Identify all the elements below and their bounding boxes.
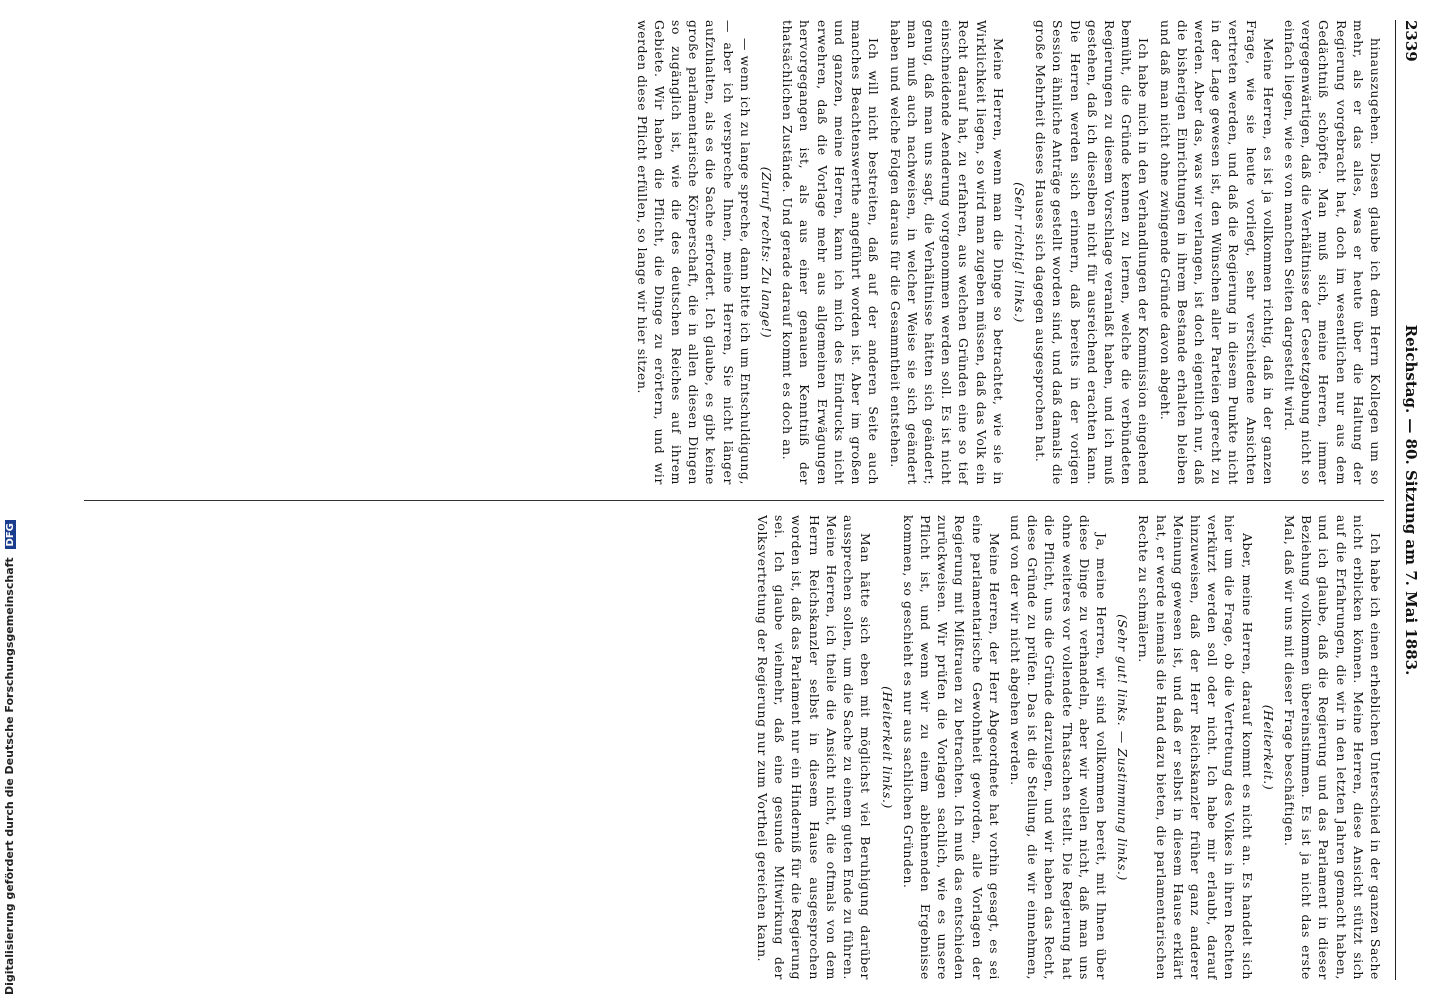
paragraph: Man hätte sich eben mit möglichst viel Beruhigung darüber aussprechen sollen, um die Sache zu einem guten Ende zu führen. Meine Herren, ich theile die Ansicht nicht, die oftmals von dem Herrn Reichskanzler selbst in diesem Hause ausgesprochen worden ist, daß das Parlament nur ein Hinderniß für die Regierung sei. Ich glaube vielmehr, daß eine gesunde Mitwirkung der Volksvertretung der Regierung nur zum Vortheil gereichen kann. [755, 515, 874, 980]
paragraph: — wenn ich zu lange spreche, dann bitte ich um Entschuldigung, — aber ich verspreche Ihnen, meine Herren, Sie nicht länger aufzuhalten, als es die Sache erfordert. Ich glaube, es gibt keine große parlamentarische Körperschaft, die in allen diesen Dingen so zugänglich ist, wie die des deutschen Reiches auf ihrem Gebiete. Wir haben die Pflicht, die Dinge zu erörtern, und wir werden diese Pflicht erfüllen, so lange wir hier sitzen. [634, 20, 753, 485]
page-content [48, 0, 1432, 1000]
paragraph: Aber, meine Herren, darauf kommt es nicht an. Es handelt sich hier um die Frage, ob die Vertretung des Volkes in ihren Rechten verkürzt werden soll oder nicht. Ich habe mir erlaubt, darauf hinzuweisen, daß der Herr Reichskanzler früher ganz anderer Meinung gewesen ist, und daß er selbst in diesem Hause erklärt hat, er werde niemals die Hand dazu bieten, die parlamentarischen Rechte zu schmälern. [1136, 515, 1255, 980]
paragraph: Meine Herren, der Herr Abgeordnete hat vorhin gesagt, es sei eine parlamentarische Gewohnheit geworden, alle Vorlagen der Regierung mit Mißtrauen zu betrachten. Ich muß das entschieden zurückweisen. Wir prüfen die Vorlagen sachlich, wie es unsere Pflicht ist, und wenn wir zu einem ablehnenden Ergebnisse kommen, so geschieht es nur aus sachlichen Gründen. [900, 515, 1002, 980]
paragraph: Meine Herren, wenn man die Dinge so betrachtet, wie sie in Wirklichkeit liegen, so wird man zugeben müssen, daß das Volk ein Recht darauf hat, zu erfahren, aus welchen Gründen eine so tief einschneidende Aenderung vorgenommen werden soll. Es ist nicht genug, daß man uns sagt, die Verhältnisse hätten sich geändert; man muß auch nachweisen, in welcher Weise sie sich geändert haben und welche Folgen daraus für die Gesammtheit entstehen. [887, 20, 1006, 485]
interjection: (Sehr richtig! links.) [1011, 182, 1027, 323]
dfg-logo: DFG [5, 520, 16, 549]
digitization-credit [3, 520, 16, 995]
column-divider [84, 500, 1384, 501]
interjection: (Zuruf rechts: Zu lange!) [759, 166, 775, 339]
text-column-second [74, 515, 1384, 980]
interjection: (Sehr gut! links. — Zustimmung links.) [1115, 614, 1131, 881]
interjection: (Heiterkeit links.) [879, 686, 895, 809]
page-header [1395, 20, 1424, 980]
credit-text: Digitalisierung gefördert durch die Deutsche Forschungsgemeinschaft [3, 557, 16, 995]
paragraph: Ich habe mich in den Verhandlungen der Kommission eingehend bemüht, die Gründe kennen zu lernen, welche die verbündeten Regierungen zu diesem Vorschlage veranlaßt haben, und ich muß gestehen, daß ich dieselben nicht für ausreichend erachten kann. Die Herren werden sich erinnern, daß bereits in der vorigen Session ähnliche Anträge gestellt worden sind, und daß damals die große Mehrheit dieses Hauses sich dagegen ausgesprochen hat. [1033, 20, 1152, 485]
paragraph: hinauszugehen. Diesen glaube ich dem Herrn Kollegen um so mehr, als er das alles, was er heute über die Haltung der Regierung vorgebracht hat, doch im wesentlichen nur aus dem Gedächtniß schöpfte. Man muß sich, meine Herren, immer vergegenwärtigen, daß die Verhältnisse der Gesetzgebung nicht so einfach liegen, wie es von manchen Seiten dargestellt wird. [1281, 20, 1383, 485]
scanned-page [48, 0, 1432, 1000]
sidebar-credit [0, 0, 28, 1000]
paragraph: Ja, meine Herren, wir sind vollkommen bereit, mit Ihnen über diese Dinge zu verhandeln, aber wir wollen nicht, daß man uns ohne weiteres vor vollendete Thatsachen stellt. Die Regierung hat die Pflicht, uns die Gründe darzulegen, und wir haben das Recht, diese Gründe zu prüfen. Das ist die Stellung, die wir einnehmen, und von der wir nicht abgehen werden. [1007, 515, 1109, 980]
paragraph: Ich habe ich einen erheblichen Unterschied in der ganzen Sache nicht erblicken können. Meine Herren, diese Ansicht stützt sich auf die Erfahrungen, die wir in den letzten Jahren gemacht haben, und ich glaube, daß die Regierung und das Parlament in dieser Beziehung vollkommen übereinstimmen. Es ist ja nicht das erste Mal, daß wir uns mit dieser Frage beschäftigen. [1281, 515, 1383, 980]
paragraph: Ich will nicht bestreiten, daß auf der anderen Seite auch manches Beachtenswerthe angeführt worden ist. Aber im großen und ganzen, meine Herren, kann ich mich des Eindrucks nicht erwehren, daß die Vorlage mehr aus allgemeinen Erwägungen hervorgegangen ist, als aus einer genauen Kenntniß der thatsächlichen Zustände. Und gerade darauf kommt es doch an. [780, 20, 882, 485]
interjection: (Heiterkeit.) [1260, 704, 1276, 791]
text-column-first [74, 20, 1384, 485]
paragraph: Meine Herren, es ist ja vollkommen richtig, daß in der ganzen Frage, wie sie heute vorliegt, sehr verschiedene Ansichten vertreten werden, und daß die Regierung in diesem Punkte nicht in der Lage gewesen ist, den Wünschen aller Parteien gerecht zu werden. Aber das, was wir verlangen, ist doch eigentlich nur, daß die bisherigen Einrichtungen in ihrem Bestande erhalten bleiben und daß man nicht ohne zwingende Gründe davon abgeht. [1157, 20, 1276, 485]
page-number: 2339 [1402, 20, 1420, 62]
running-title: Reichstag. — 80. Sitzung am 7. Mai 1883. [1402, 324, 1420, 676]
